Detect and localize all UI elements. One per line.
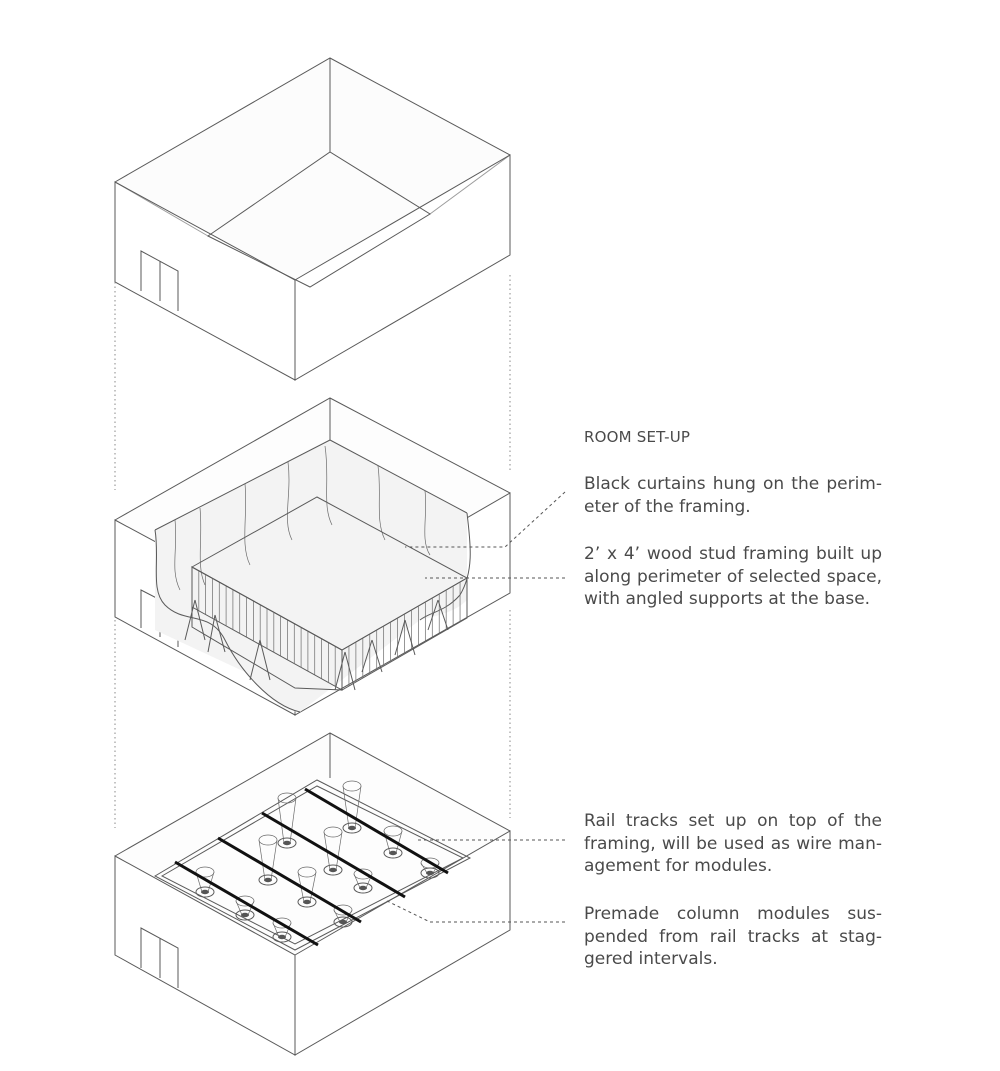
section-heading: ROOM SET-UP (584, 428, 691, 446)
annotation-framing: 2’ x 4’ wood stud framing built up along perimeter of selected space, with angled supports at the base. (584, 544, 882, 609)
annotation-curtains: Black curtains hung on the perim-eter of the framing. (584, 474, 882, 517)
door-icon (141, 251, 178, 311)
framed-room-layer (115, 398, 510, 715)
rails-modules-layer (115, 733, 510, 1055)
annotation-modules: Premade column modules sus-pended from rail tracks at stag-gered intervals. (584, 904, 882, 969)
door-icon (141, 928, 178, 988)
annotation-rails: Rail tracks set up on top of the framing, will be used as wire man-agement for modules. (584, 811, 882, 876)
empty-room-layer (115, 58, 510, 380)
